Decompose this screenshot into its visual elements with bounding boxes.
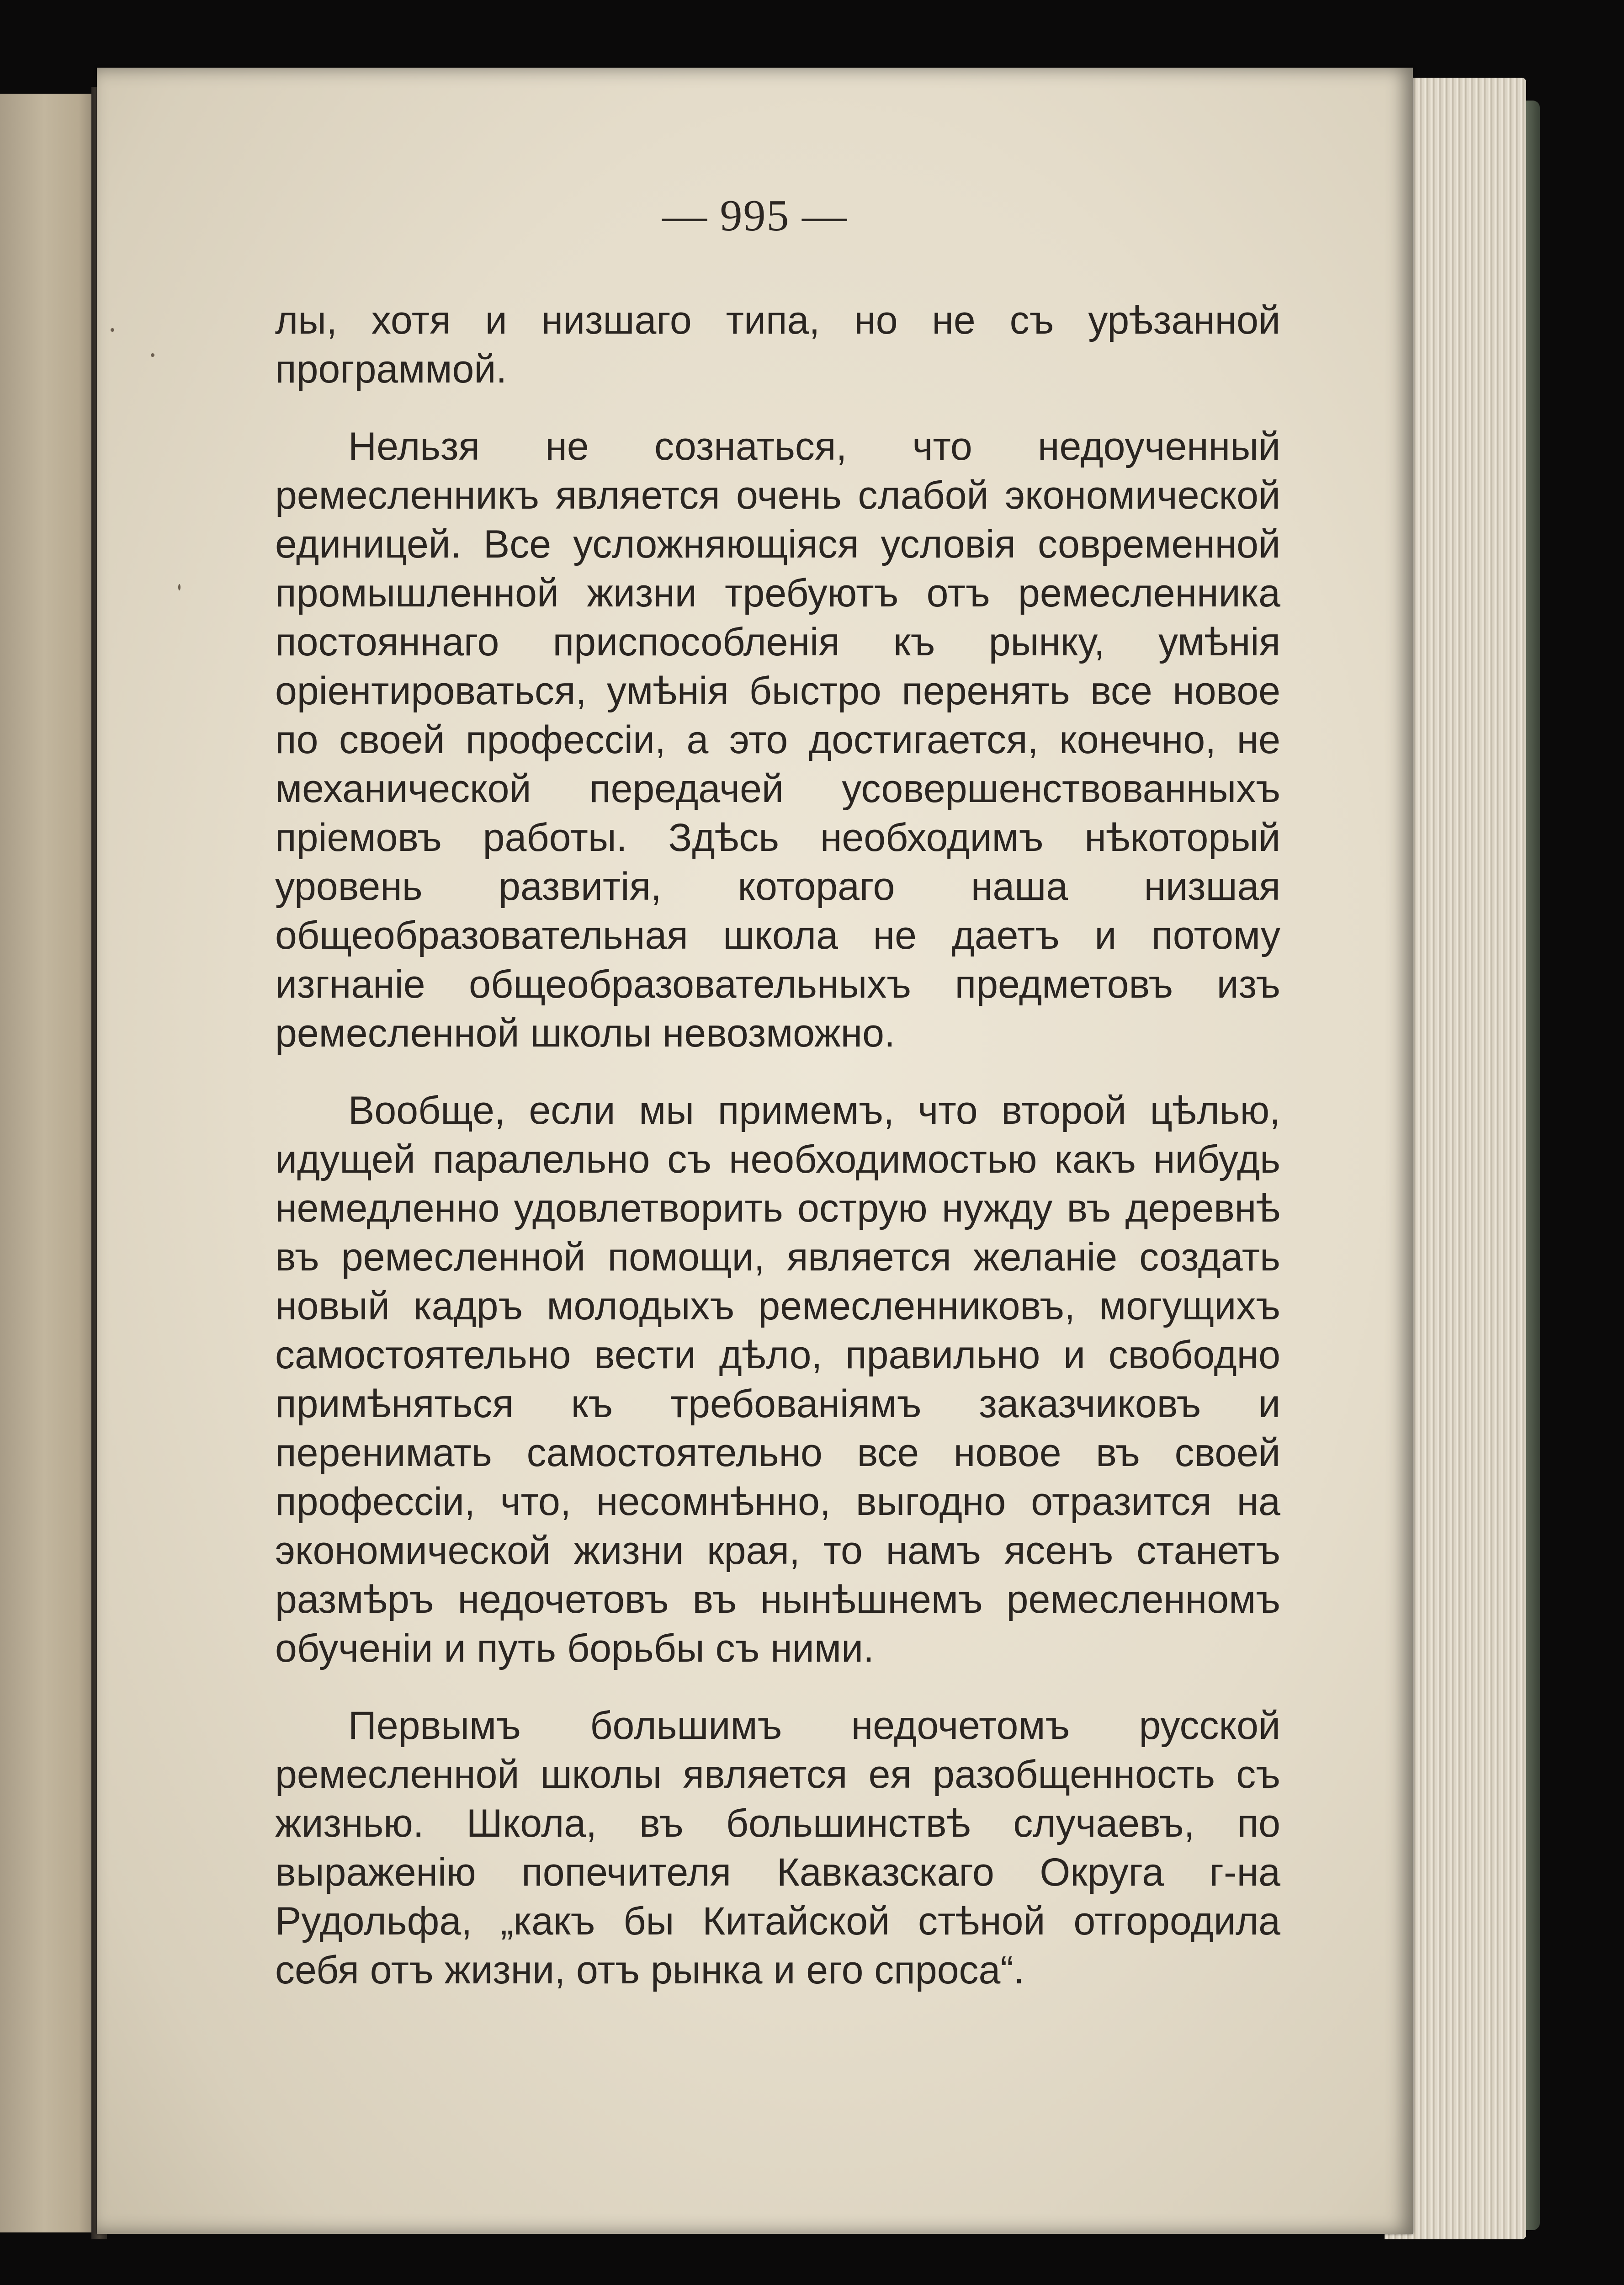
- page-number: — 995 —: [662, 191, 848, 240]
- book-page: [97, 68, 1413, 2234]
- paragraph-2: Нельзя не сознаться, что недоученный ремесленникъ является очень слабой экономической единицей. Все усложняющіяся условія современной промышленной жизни требуютъ отъ ремесленника постояннаго приспособленія къ рынку, умѣнія оріентироваться, умѣнія быстро перенять все новое по своей профессіи, а это достигается, конечно, не механической передачей усовершенствованныхъ пріемовъ работы. Здѣсь необходимъ нѣкоторый уровень развитія, котораго наша низшая общеобразовательная школа не даетъ и потому изгнаніе общеобразовательныхъ предметовъ изъ ремесленной школы невозможно.: [275, 425, 1280, 1055]
- paragraph-1: лы, хотя и низшаго типа, но не съ урѣзанной программой.: [275, 298, 1280, 391]
- paper-speck: [178, 584, 180, 590]
- paragraph-4: Первымъ большимъ недочетомъ русской ремесленной школы является ея разобщенность съ жизнью. Школа, въ большинствѣ случаевъ, по выраженію попечителя Кавказскаго Округа г-на Рудольфа, „какъ бы Китайской стѣной отгородила себя отъ жизни, отъ рынка и его спроса“.: [275, 1704, 1280, 1992]
- paper-speck: [151, 353, 154, 357]
- left-facing-page: [0, 94, 98, 2232]
- paper-speck: [111, 328, 114, 332]
- paragraph-3: Вообще, если мы примемъ, что второй цѣлью, идущей паралельно съ необходимостью какъ нибудь немедленно удовлетворить острую нужду въ деревнѣ въ ремесленной помощи, является желаніе создать новый кадръ молодыхъ ремесленниковъ, могущихъ самостоятельно вести дѣло, правильно и свободно примѣняться къ требованіямъ заказчиковъ и перенимать самостоятельно все новое въ своей профессіи, что, несомнѣнно, выгодно отразится на экономической жизни края, то намъ ясенъ станетъ размѣръ недочетовъ въ нынѣшнемъ ремесленномъ обученіи и путь борьбы съ ними.: [275, 1089, 1280, 1670]
- page-body: [275, 296, 1280, 2023]
